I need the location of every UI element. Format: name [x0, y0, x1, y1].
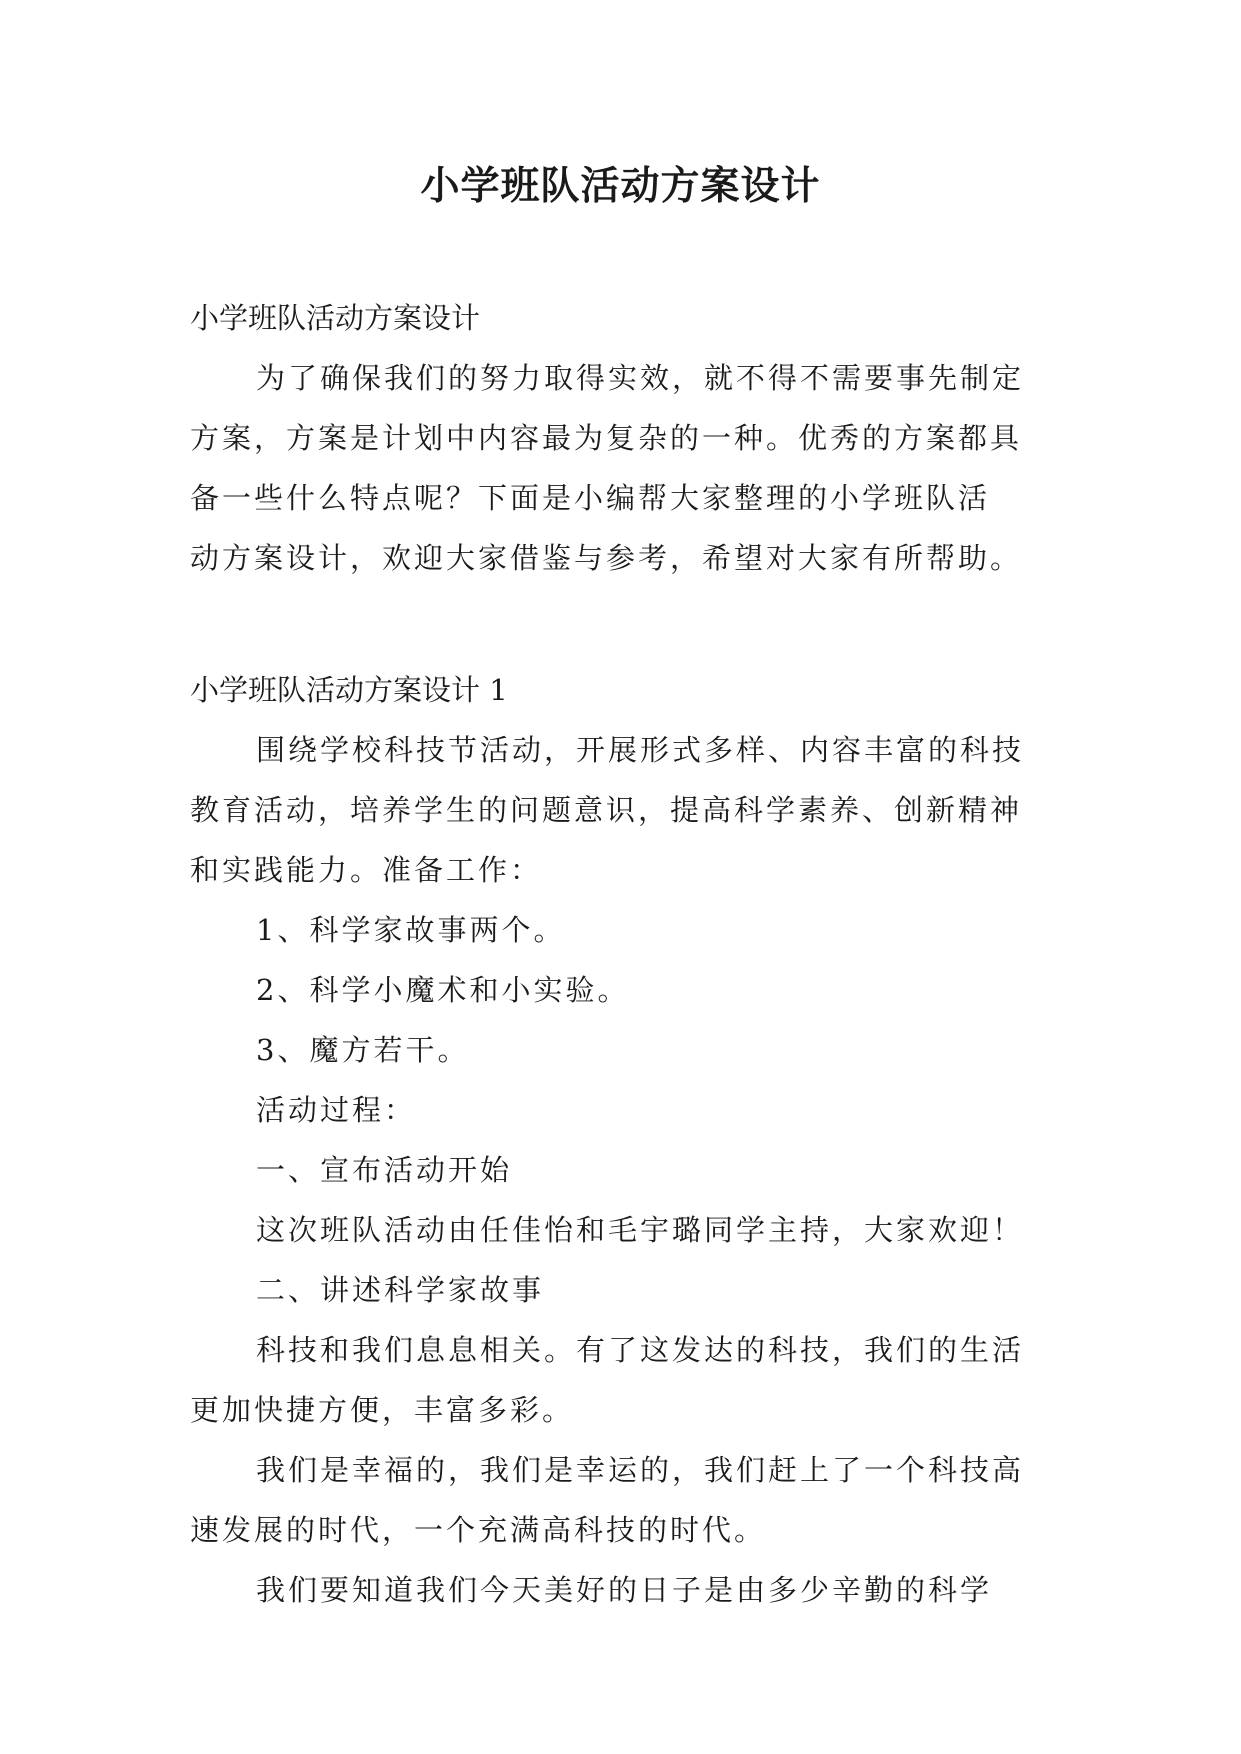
intro-line: 方案，方案是计划中内容最为复杂的一种。优秀的方案都具 — [190, 421, 1023, 455]
list-item: 3、魔方若干。 — [256, 1033, 470, 1067]
process-label: 活动过程： — [256, 1093, 417, 1127]
document-body — [190, 288, 1050, 1620]
section-heading: 小学班队活动方案设计 1 — [190, 673, 508, 707]
paragraph-line: 速发展的时代，一个充满高科技的时代。 — [190, 1513, 767, 1547]
step-heading: 一、宣布活动开始 — [256, 1153, 513, 1187]
paragraph-line: 和实践能力。准备工作： — [190, 853, 543, 887]
paragraph-line: 教育活动，培养学生的问题意识，提高科学素养、创新精神 — [190, 793, 1023, 827]
intro-line: 备一些什么特点呢？下面是小编帮大家整理的小学班队活 — [190, 481, 991, 515]
paragraph-line: 更加快捷方便，丰富多彩。 — [190, 1393, 575, 1427]
intro-line: 动方案设计，欢迎大家借鉴与参考，希望对大家有所帮助。 — [190, 541, 1023, 575]
list-item: 2、科学小魔术和小实验。 — [256, 973, 630, 1007]
list-item: 1、科学家故事两个。 — [256, 913, 566, 947]
intro-line: 为了确保我们的努力取得实效，就不得不需要事先制定 — [256, 361, 1025, 395]
document-title: 小学班队活动方案设计 — [420, 163, 821, 209]
step-heading: 二、讲述科学家故事 — [256, 1273, 545, 1307]
paragraph-line: 围绕学校科技节活动，开展形式多样、内容丰富的科技 — [256, 733, 1025, 767]
paragraph-line: 这次班队活动由任佳怡和毛宇璐同学主持，大家欢迎！ — [256, 1213, 1025, 1247]
paragraph-line: 我们要知道我们今天美好的日子是由多少辛勤的科学 — [256, 1573, 993, 1607]
intro-heading: 小学班队活动方案设计 — [190, 301, 481, 335]
paragraph-line: 我们是幸福的，我们是幸运的，我们赶上了一个科技高 — [256, 1453, 1025, 1487]
paragraph-line: 科技和我们息息相关。有了这发达的科技，我们的生活 — [256, 1333, 1025, 1367]
section-gap — [190, 588, 1050, 660]
